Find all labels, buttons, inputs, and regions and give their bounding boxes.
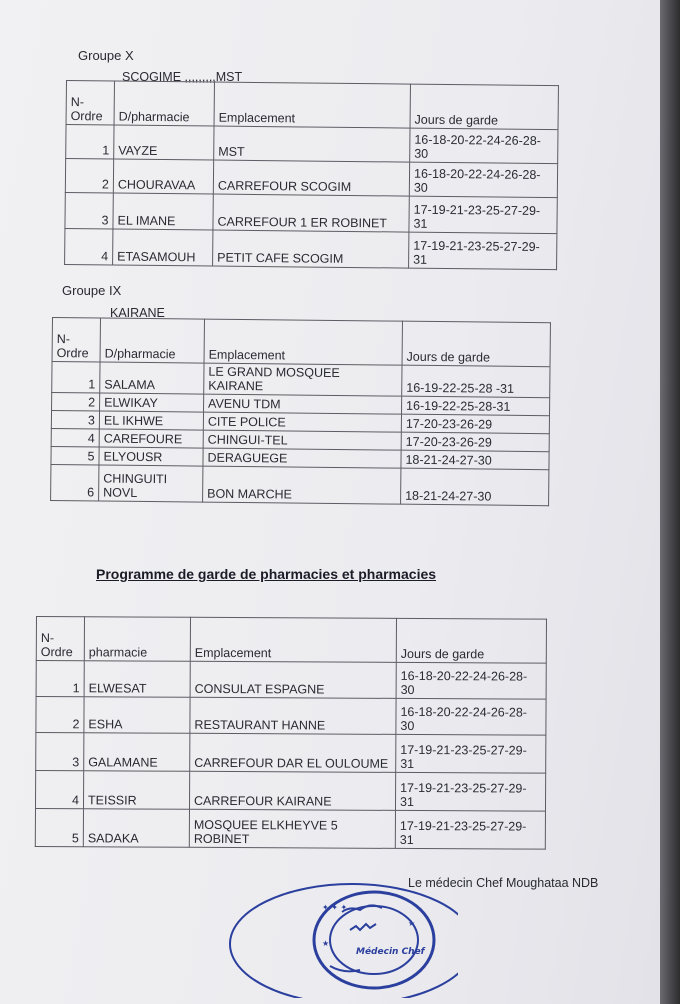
table-header-row [36, 617, 546, 664]
cell-pharmacie: ELWESAT [84, 661, 190, 698]
group-x-table [64, 80, 559, 270]
header-pharmacie: D/pharmacie [114, 81, 214, 126]
cell-ordre: 5 [35, 809, 83, 847]
table-header-row [66, 81, 558, 130]
cell-ordre: 2 [65, 159, 113, 194]
cell-jours: 17-20-23-26-29 [401, 414, 549, 434]
cell-jours: 16-18-20-22-24-26-28- 30 [396, 698, 546, 735]
cell-emplacement: CITE POLICE [203, 412, 401, 432]
table-row [35, 771, 545, 812]
cell-pharmacie: ELYOUSR [99, 447, 203, 466]
table-row [65, 159, 557, 198]
cell-pharmacie: ETASAMOUH [113, 229, 213, 266]
cell-emplacement: CARREFOUR SCOGIM [213, 160, 409, 196]
cell-pharmacie: EL IMANE [113, 193, 213, 230]
cell-ordre: 3 [51, 411, 99, 430]
header-jours: Jours de garde [402, 321, 550, 367]
table-row [36, 697, 546, 736]
cell-ordre: 3 [65, 192, 113, 229]
cell-jours: 17-19-21-23-25-27-29- 31 [409, 232, 557, 270]
cell-jours: 16-19-22-25-28-31 [402, 396, 550, 416]
cell-emplacement: PETIT CAFE SCOGIM [213, 230, 409, 268]
cell-pharmacie: ESHA [84, 697, 190, 734]
cell-jours: 17-19-21-23-25-27-29- 31 [396, 734, 546, 773]
cell-emplacement: CARREFOUR KAIRANE [189, 771, 395, 810]
cell-jours: 16-18-20-22-24-26-28- 30 [409, 162, 557, 198]
page-shadow-edge [660, 0, 680, 1004]
header-ordre: N- Ordre [66, 81, 114, 126]
group-x-zone: SCOGIME ,,,,,,,,,MST [122, 70, 243, 84]
cell-jours: 17-20-23-26-29 [401, 432, 549, 452]
cell-jours: 17-19-21-23-25-27-29- 31 [409, 196, 557, 234]
program-title: Programme de garde de pharmacies et pharmacies [96, 566, 437, 582]
cell-emplacement: LE GRAND MOSQUEE KAIRANE [204, 363, 402, 396]
svg-text:✦ ✦ ✦: ✦ ✦ ✦ [322, 903, 348, 912]
header-pharmacie: pharmacie [84, 617, 190, 662]
cell-jours: 16-18-20-22-24-26-28- 30 [396, 662, 546, 699]
cell-emplacement: MOSQUEE ELKHEYVE 5 ROBINET [189, 809, 395, 848]
cell-ordre: 1 [52, 362, 100, 394]
cell-ordre: 4 [51, 428, 99, 447]
cell-ordre: 1 [36, 661, 84, 697]
table-row [66, 125, 558, 164]
cell-ordre: 6 [51, 464, 99, 501]
cell-ordre: 5 [51, 446, 99, 465]
group-ix-zone: KAIRANE [110, 306, 165, 320]
cell-pharmacie: CAREFOURE [99, 429, 203, 448]
cell-emplacement: CHINGUI-TEL [203, 430, 401, 450]
cell-jours: 16-18-20-22-24-26-28- 30 [410, 128, 558, 164]
svg-text:★: ★ [408, 919, 416, 928]
header-ordre: N- Ordre [52, 318, 100, 363]
cell-emplacement: BON MARCHE [203, 466, 401, 504]
table-row [36, 733, 546, 774]
cell-jours: 17-19-21-23-25-27-29- 31 [395, 810, 545, 849]
cell-ordre: 2 [52, 393, 100, 412]
cell-pharmacie: GALAMANE [84, 733, 190, 772]
cell-emplacement: MST [214, 126, 410, 162]
group-ix-title: Groupe IX [62, 283, 122, 298]
table-row [35, 809, 545, 850]
cell-emplacement: RESTAURANT HANNE [190, 697, 396, 734]
cell-jours: 17-19-21-23-25-27-29- 31 [395, 772, 545, 811]
group-ix-table [50, 317, 551, 506]
cell-pharmacie: ELWIKAY [100, 393, 204, 412]
program-table [35, 616, 547, 850]
cell-pharmacie: CHINGUITI NOVL [99, 465, 203, 502]
table-row [65, 192, 557, 233]
table-header-row [52, 318, 550, 367]
header-pharmacie: D/pharmacie [100, 318, 204, 363]
cell-emplacement: AVENU TDM [204, 394, 402, 414]
header-emplacement: Emplacement [190, 617, 396, 662]
cell-ordre: 1 [66, 125, 114, 160]
cell-pharmacie: SALAMA [100, 362, 204, 394]
cell-ordre: 2 [36, 697, 84, 733]
cell-pharmacie: SADAKA [83, 809, 189, 848]
cell-ordre: 3 [36, 733, 84, 771]
header-ordre: N- Ordre [36, 617, 84, 661]
header-jours: Jours de garde [396, 618, 546, 663]
stamp-text: Médecin Chef [356, 947, 425, 957]
cell-jours: 18-21-24-27-30 [401, 468, 549, 506]
cell-pharmacie: CHOURAVAA [113, 159, 213, 194]
cell-pharmacie: TEISSIR [83, 771, 189, 810]
svg-text:★: ★ [322, 939, 330, 948]
cell-ordre: 4 [65, 228, 113, 265]
header-emplacement: Emplacement [214, 82, 410, 128]
table-row [65, 228, 557, 269]
table-row [52, 362, 550, 398]
header-jours: Jours de garde [410, 84, 558, 130]
header-emplacement: Emplacement [204, 319, 402, 365]
table-row [36, 661, 546, 700]
signature-text: Le médecin Chef Moughataa NDB [408, 876, 599, 890]
group-x-title: Groupe X [78, 48, 134, 63]
cell-jours: 18-21-24-27-30 [401, 450, 549, 470]
cell-pharmacie: EL IKHWE [99, 411, 203, 430]
cell-emplacement: CONSULAT ESPAGNE [190, 661, 396, 698]
cell-emplacement: CARREFOUR DAR EL OULOUME [190, 733, 396, 772]
cell-pharmacie: VAYZE [114, 125, 214, 160]
cell-jours: 16-19-22-25-28 -31 [402, 365, 550, 398]
official-stamp [222, 866, 458, 998]
cell-emplacement: DERAGUEGE [203, 448, 401, 468]
table-row [51, 464, 549, 505]
cell-ordre: 4 [35, 771, 83, 809]
cell-emplacement: CARREFOUR 1 ER ROBINET [213, 194, 409, 232]
